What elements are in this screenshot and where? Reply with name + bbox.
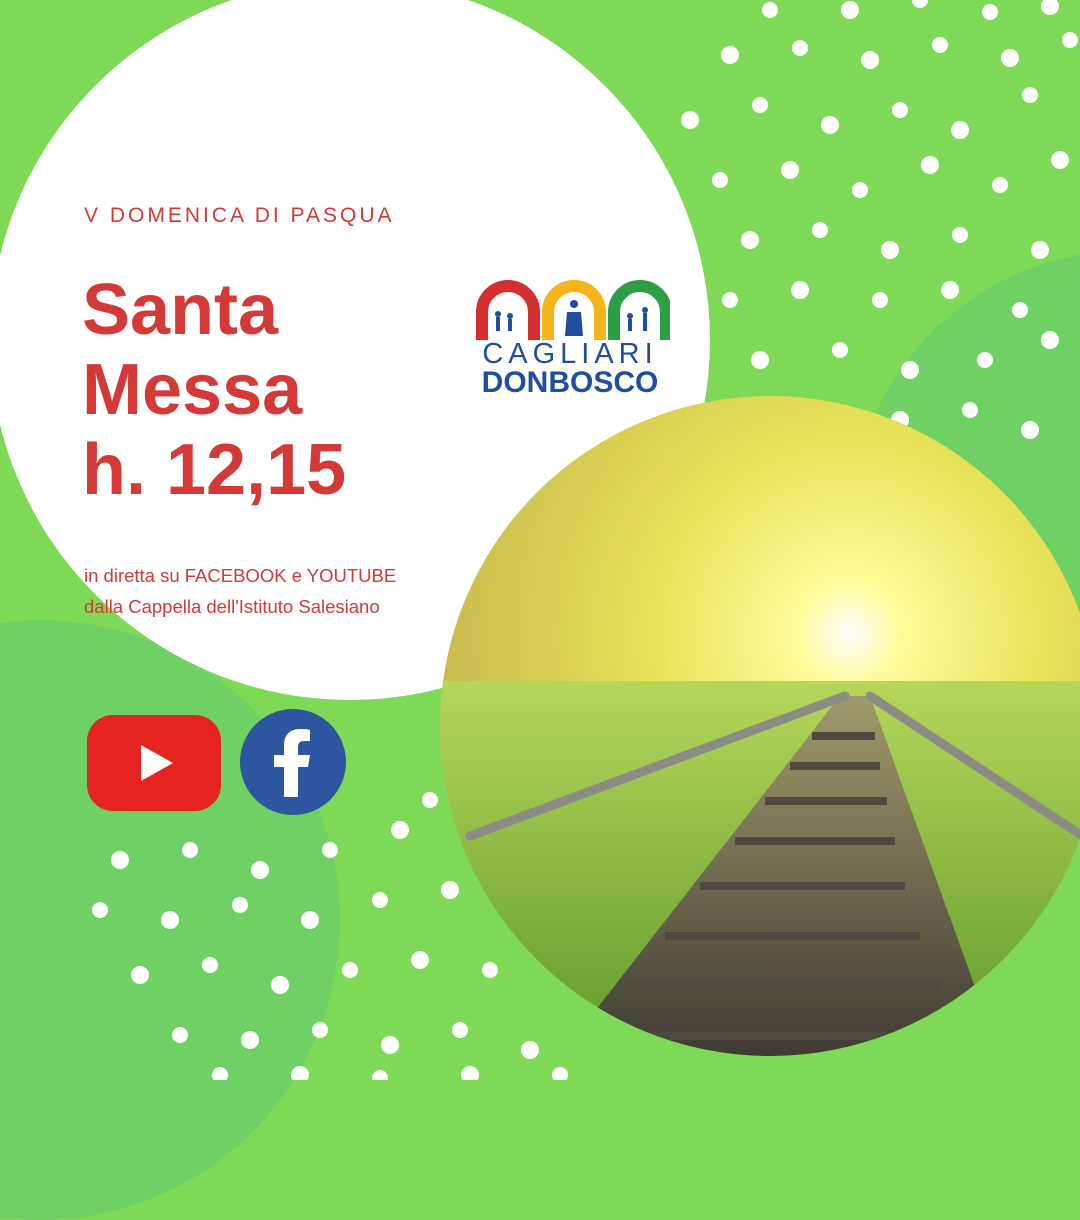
details [84, 560, 396, 622]
railway-sunrise-photo [440, 396, 1080, 1056]
eyebrow: V DOMENICA DI PASQUA [84, 204, 395, 227]
logo-text-name: DONBOSCO [481, 366, 659, 399]
title-line-1: Santa [82, 270, 279, 350]
title-line-3: h. 12,15 [82, 430, 347, 510]
youtube-icon[interactable] [87, 715, 221, 811]
logo-text-city: CAGLIARI [482, 338, 658, 370]
details-line-1: in diretta su FACEBOOK e YOUTUBE [84, 565, 397, 586]
title-line-2: Messa [82, 350, 303, 430]
title [82, 270, 346, 510]
facebook-icon[interactable] [240, 709, 346, 815]
details-line-2: dalla Cappella dell'Istituto Salesiano [84, 596, 380, 617]
